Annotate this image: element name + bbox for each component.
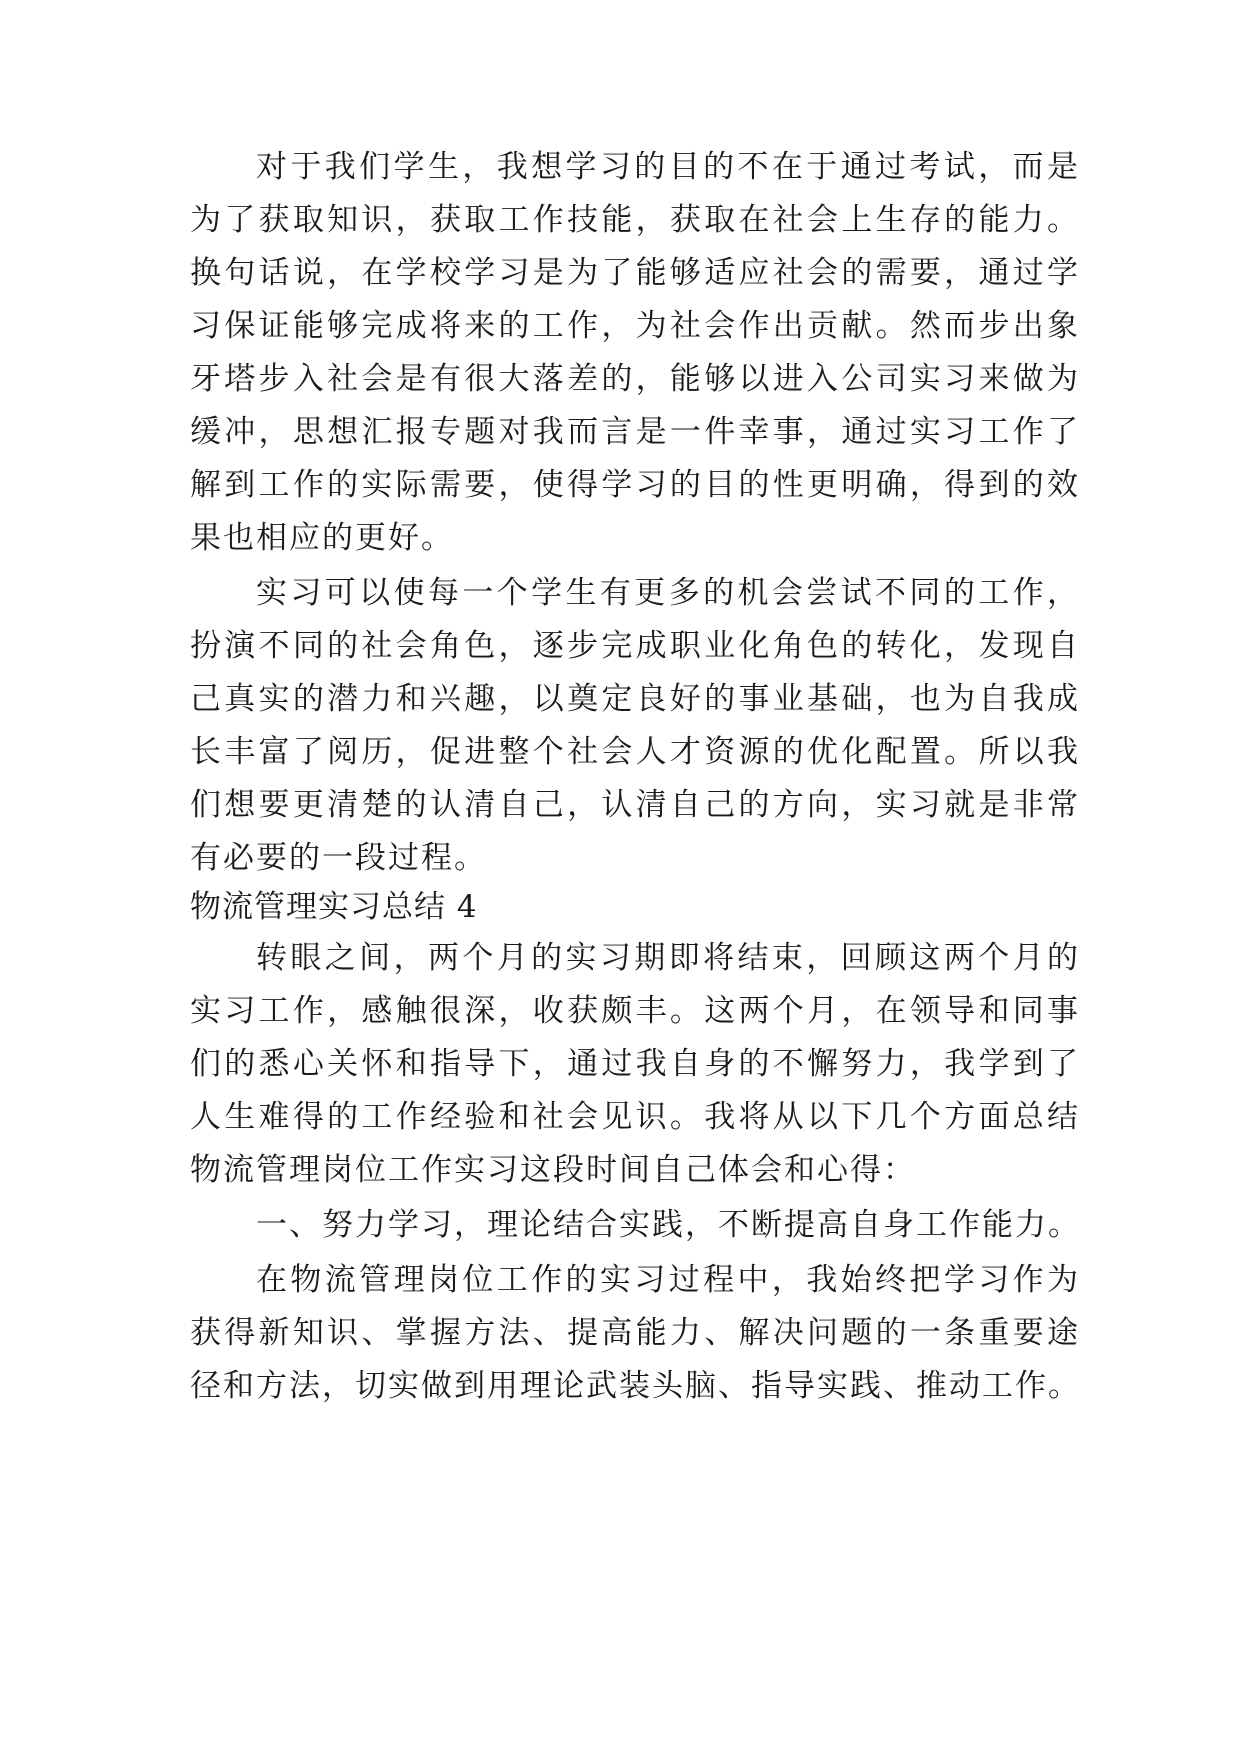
paragraph-line: 己真实的潜力和兴趣，以奠定良好的事业基础，也为自我成 [190,681,1080,717]
paragraph-line: 缓冲，思想汇报专题对我而言是一件幸事，通过实习工作了 [190,414,1080,450]
paragraph-line: 转眼之间，两个月的实习期即将结束，回顾这两个月的 [256,940,1080,976]
paragraph-line: 有必要的一段过程。 [190,840,487,876]
paragraph-line: 物流管理岗位工作实习这段时间自己体会和心得： [190,1152,916,1188]
paragraph-line: 牙塔步入社会是有很大落差的，能够以进入公司实习来做为 [190,361,1080,397]
paragraph-line: 们想要更清楚的认清自己，认清自己的方向，实习就是非常 [190,787,1080,823]
paragraph-line: 们的悉心关怀和指导下，通过我自身的不懈努力，我学到了 [190,1046,1080,1082]
paragraph-line: 对于我们学生，我想学习的目的不在于通过考试，而是 [256,149,1080,185]
paragraph-line: 长丰富了阅历，促进整个社会人才资源的优化配置。所以我 [190,734,1080,770]
paragraph-line: 扮演不同的社会角色，逐步完成职业化角色的转化，发现自 [190,628,1080,664]
paragraph-line: 解到工作的实际需要，使得学习的目的性更明确，得到的效 [190,467,1080,503]
section-heading: 物流管理实习总结 4 [190,889,478,925]
paragraph-line: 实习可以使每一个学生有更多的机会尝试不同的工作， [256,575,1080,611]
paragraph-line: 获得新知识、掌握方法、提高能力、解决问题的一条重要途 [190,1315,1080,1351]
paragraph-line: 实习工作，感触很深，收获颇丰。这两个月，在领导和同事 [190,993,1080,1029]
paragraph-line: 果也相应的更好。 [190,520,454,556]
paragraph-line: 径和方法，切实做到用理论武装头脑、指导实践、推动工作。 [190,1368,1081,1404]
subheading-line: 一、努力学习，理论结合实践，不断提高自身工作能力。 [256,1207,1081,1243]
paragraph-line: 为了获取知识，获取工作技能，获取在社会上生存的能力。 [190,202,1080,238]
paragraph-line: 换句话说，在学校学习是为了能够适应社会的需要，通过学 [190,255,1080,291]
paragraph-line: 在物流管理岗位工作的实习过程中，我始终把学习作为 [256,1262,1080,1298]
paragraph-line: 习保证能够完成将来的工作，为社会作出贡献。然而步出象 [190,308,1080,344]
paragraph-line: 人生难得的工作经验和社会见识。我将从以下几个方面总结 [190,1099,1080,1135]
